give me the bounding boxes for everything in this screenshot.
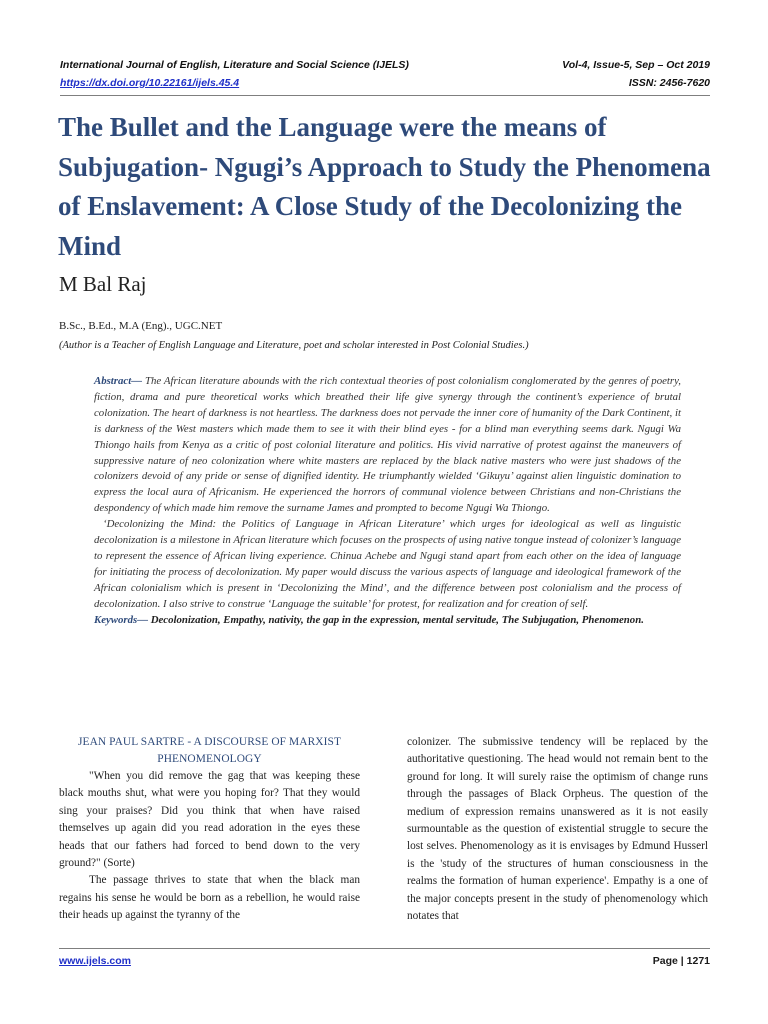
section-heading: JEAN PAUL SARTRE - A DISCOURSE OF MARXIST PHENOMENOLOGY [77,736,342,765]
journal-name: International Journal of English, Literature and Social Science (IJELS) [60,59,409,71]
abstract-block [94,374,681,629]
page-header [60,56,710,96]
doi-link[interactable]: https://dx.doi.org/10.22161/ijels.45.4 [60,77,240,89]
issue-info: Vol-4, Issue-5, Sep – Oct 2019 [562,59,710,71]
left-column [59,734,360,925]
abstract-para-1 [94,374,681,517]
author-name: M Bal Raj [59,272,147,296]
footer-rule [59,948,710,949]
header-rule [60,95,710,96]
keywords-text: Decolonization, Empathy, nativity, the gap in the expression, mental servitude, The Subjugation, Phenomenon. [148,613,644,626]
body-paragraph-2: colonizer. The submissive tendency will be replaced by the authoritative questioning. The head would not remain bent to the ground for long. It will surely raise the optimism of change runs through the passages of Black Orpheus. The question of the medium of expression remains unanswered as it is not easily surmountable as the question of existential struggle to secure the lost selves. Phenomenology as it is envisages by Edmund Husserl is the 'study of the structures of human consciousness in the realms the formation of human experience'. Empathy is a one of the major concepts present in the study of phenomenology which notates that [407,736,708,923]
sartre-quote: "When you did remove the gag that was keeping these black mouths shut, what were you hoping for? That they would sing your praises? Did you think that when have raised themselves up again did you read adoration in the eyes these heads that our fathers had forced to bend down to the very ground?" (Sorte) [59,770,360,870]
author-affiliation: (Author is a Teacher of English Language and Literature, poet and scholar interested in Post Colonial Studies.) [59,340,529,351]
page-footer [59,948,710,967]
issn: ISSN: 2456-7620 [628,77,710,89]
keywords-label: Keywords— [94,613,148,626]
abstract-label: Abstract— [94,375,142,387]
author-qualifications: B.Sc., B.Ed., M.A (Eng)., UGC.NET [59,320,223,332]
body-paragraph-1: The passage thrives to state that when the black man regains his sense he would be born as a rebellion, he would raise their heads up against the tyranny of the [59,874,360,922]
website-link[interactable]: www.ijels.com [59,955,131,967]
abstract-para-2: ‘Decolonizing the Mind: the Politics of Language in African Literature’ which urges for ideological as well as linguistic decolonization is a milestone in African literature which focuses on the prospects of using native tongue instead of colonizer’s language to represent the essence of African living experience. Chinua Achebe and Ngugi stand apart from each other on the idea of language for initiating the process of decolonization. My paper would discuss the various aspects of language and ideological framework of the African colonialism which is present in ‘Decolonizing the Mind’, and the difference between post colonialism and the process of decolonization. I also strive to construe ‘Language the suitable’ for protest, for realization and for creation of self. [94,518,681,610]
page-number: Page | 1271 [652,955,710,967]
paper-title: The Bullet and the Language were the means of Subjugation- Ngugi’s Approach to Study the Phenomena of Enslavement: A Close Study of the Decolonizing the Mind [58,112,711,261]
right-column [407,734,708,925]
keywords-line [94,613,681,629]
abstract-text-1: The African literature abounds with the rich contextual theories of post colonialism conglomerated by the genres of poetry, fiction, drama and pure theoretical works which breathed their life give synergy through the continent’s experience of brutal colonization. The heart of darkness is not heartless. The darkness does not pervade the inner core of humanity of the Dark Continent, it is darkness of the West masters which made them to see it with their blind eyes - for a blind man everything seems dark. Ngugi Wa Thiongo hails from Kenya as a critic of post colonial literature and politics. His vivid narrative of protest against the maneuvers of suppressive nature of neo colonization where white masters are replaced by the black native masters who were just shadows of the colonizers devoid of any pride or sense of dignified identity. He triumphantly wielded ‘Gikuyu’ against alien linguistic domination to express the local aura of Africanism. He experienced the horrors of communal violence between Christians and non-Christians the despondency of which made him remove the surname James and prompted to become Ngugi Wa Thiongo. [94,375,681,515]
